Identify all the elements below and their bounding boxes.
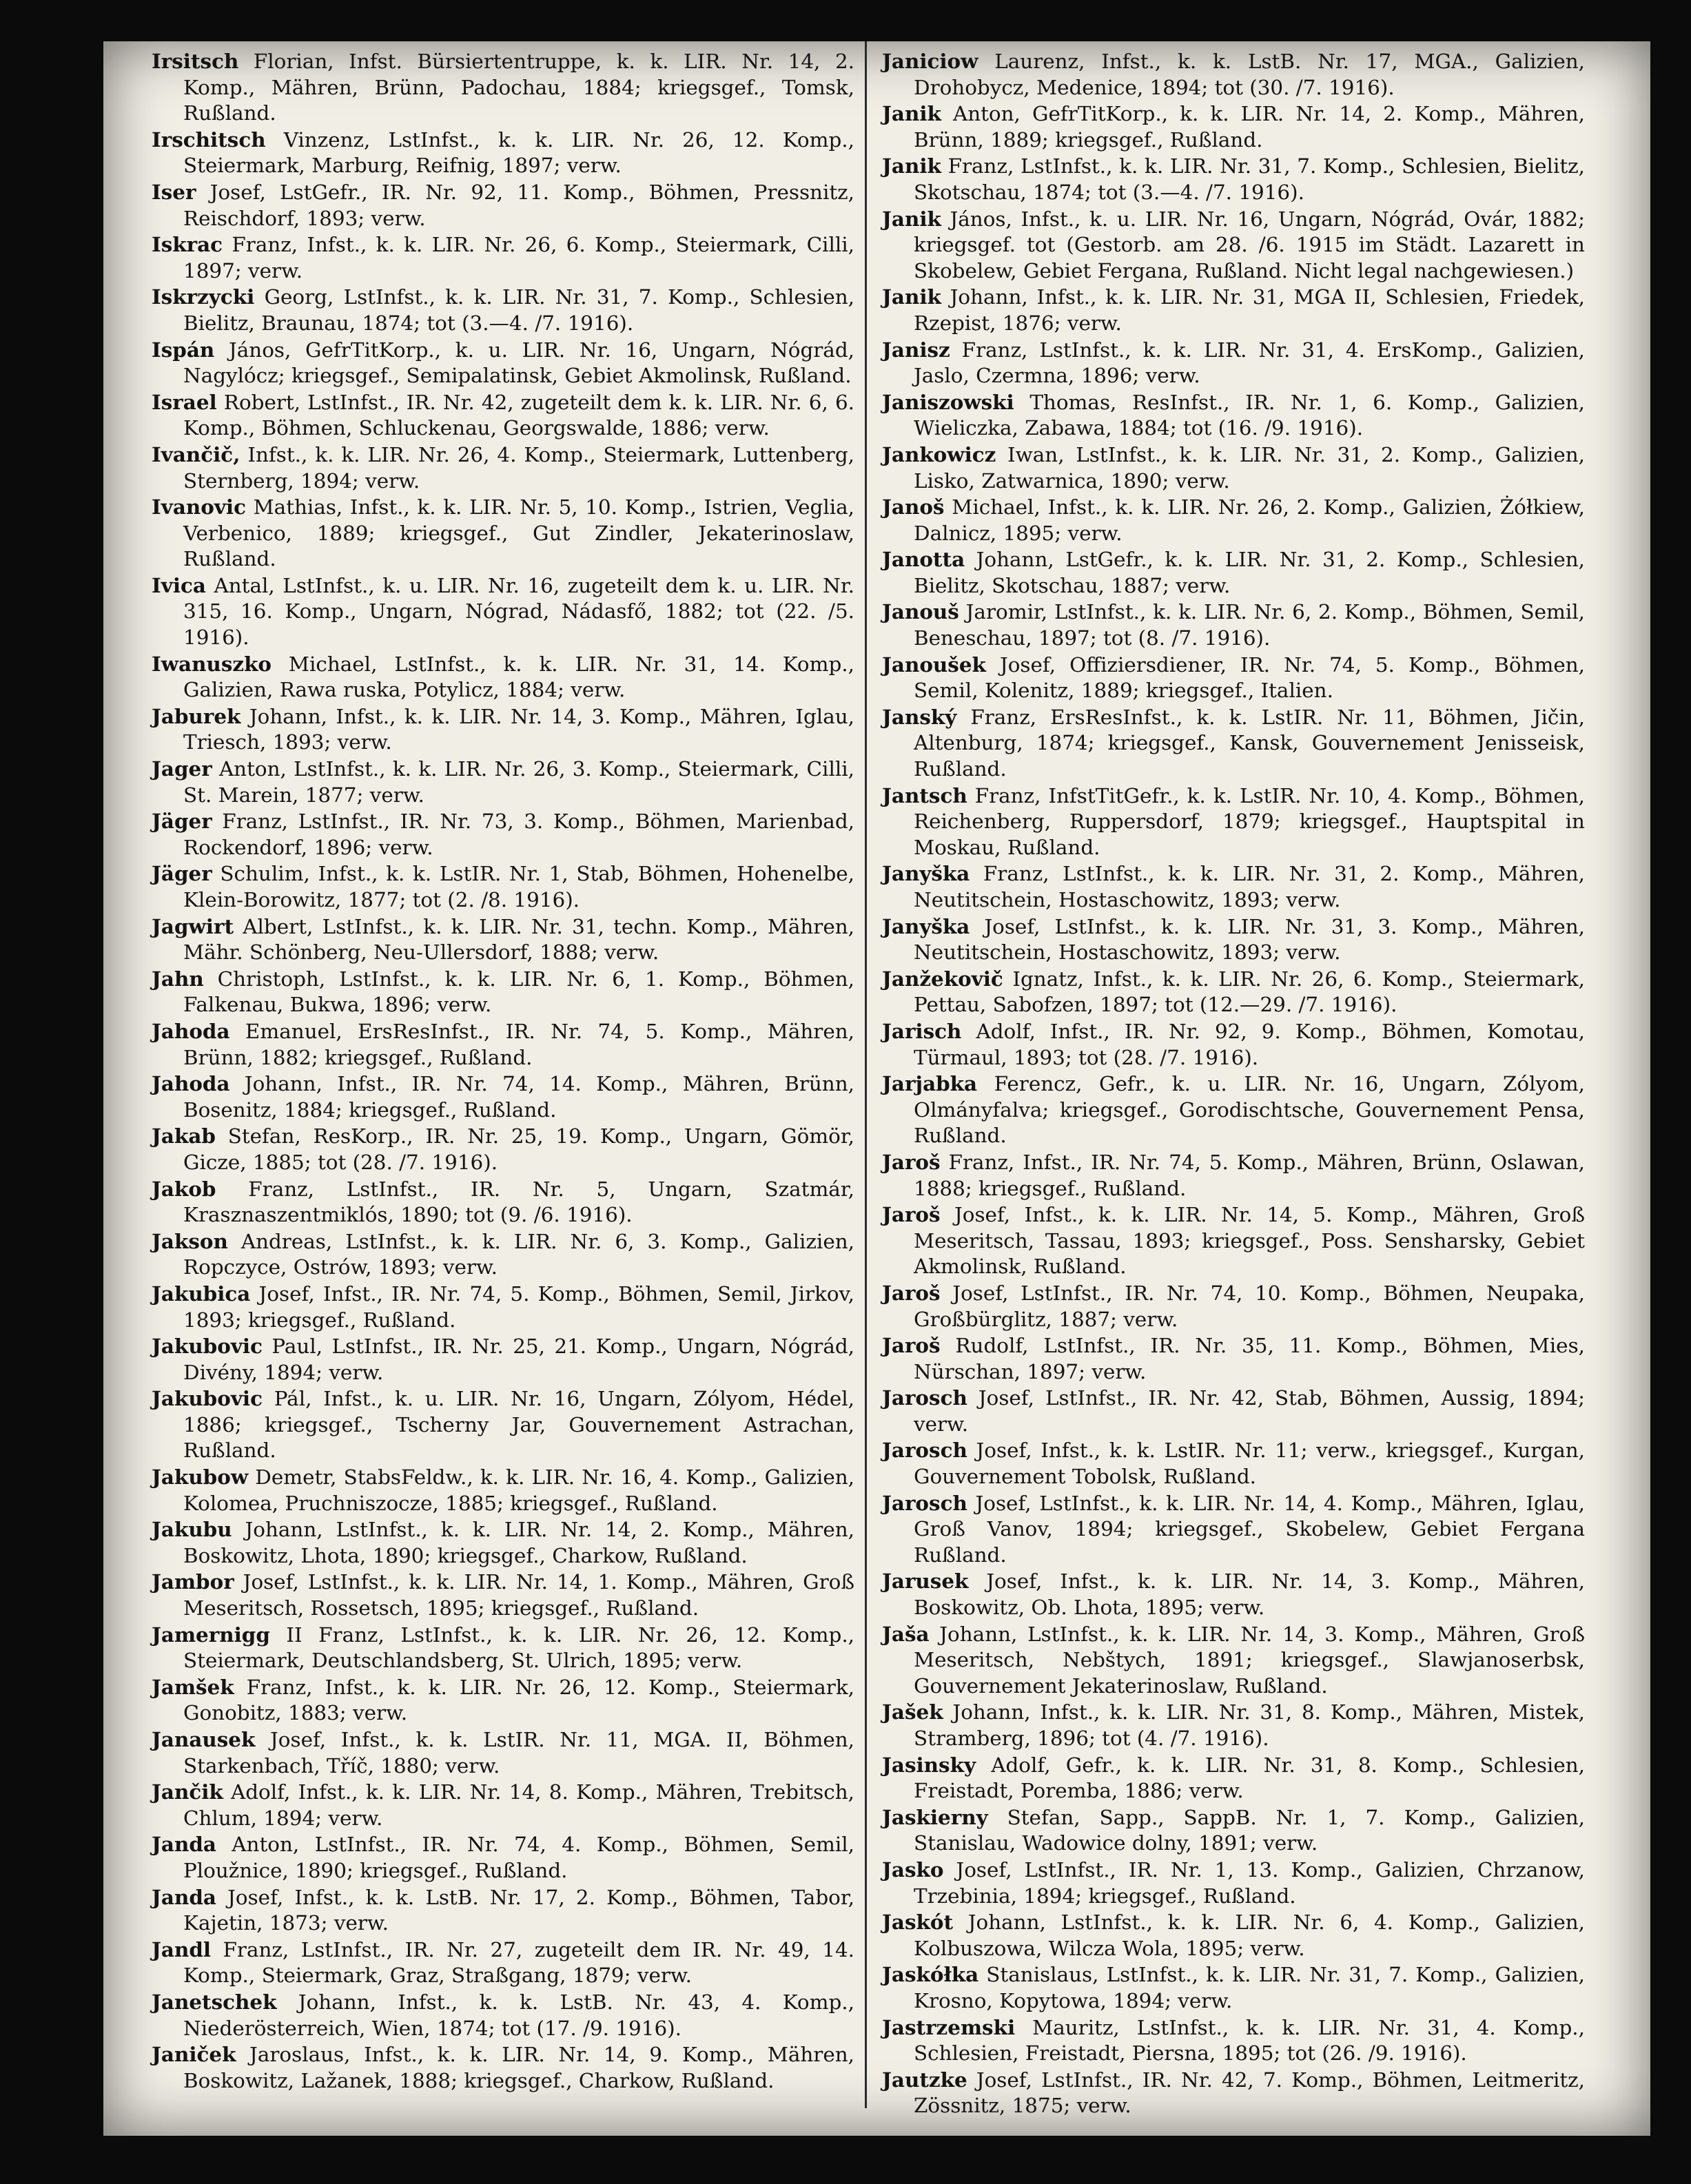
casualty-entry [152,1674,854,1727]
entry-details: Jaroslaus, Infst., k. k. LIR. Nr. 14, 9. Komp., Mähren, Boskowitz, Lažanek, 1888; kriegsgef., Charkow, Rußland. [183,2043,854,2092]
casualty-entry [882,2067,1585,2119]
entry-surname: Jakubica [152,1281,251,1306]
casualty-entry [152,1281,854,1333]
entry-surname: Jaburek [152,703,241,728]
casualty-entry [882,442,1585,494]
entry-surname: Janiszowski [882,389,1014,414]
casualty-entry [152,1569,854,1621]
entry-surname: Irsitsch [152,49,239,73]
casualty-entry [152,966,854,1018]
entry-surname: Jarusek [882,1569,969,1594]
casualty-entry [152,1333,854,1385]
entry-surname: Janausek [152,1727,256,1751]
entry-surname: Jarosch [882,1385,967,1410]
entry-details: Josef, LstInfst., k. k. LIR. Nr. 31, 3. Komp., Mähren, Neutitschein, Hostaschowitz, 1893; verw. [914,914,1585,965]
entry-details: Christoph, LstInfst., k. k. LIR. Nr. 6, 1. Komp., Böhmen, Falkenau, Bukwa, 1896; verw. [183,967,854,1017]
casualty-entry [882,1699,1585,1751]
entry-surname: Janoušek [882,652,986,677]
entry-details: Emanuel, ErsResInfst., IR. Nr. 74, 5. Komp., Mähren, Brünn, 1882; kriegsgef., Rußland. [183,1019,854,1069]
entry-details: Jaromir, LstInfst., k. k. LIR. Nr. 6, 2. Komp., Böhmen, Semil, Beneschau, 1897; tot (8. /7. 1916). [914,600,1585,650]
entry-details: Josef, Infst., k. k. LstIR. Nr. 11, MGA. II, Böhmen, Starkenbach, Tříč, 1880; verw. [183,1728,854,1778]
entry-details: Josef, LstInfst., k. k. LIR. Nr. 14, 1. Komp., Mähren, Groß Meseritsch, Rossetsch, 1895; kriegsgef., Rußland. [183,1570,854,1620]
entry-details: Andreas, LstInfst., k. k. LIR. Nr. 6, 3. Komp., Galizien, Ropczyce, Ostrów, 1893; verw. [183,1229,854,1279]
casualty-entry [882,783,1585,861]
entry-details: Franz, LstInfst., k. k. LIR. Nr. 31, 7. Komp., Schlesien, Bielitz, Skotschau, 1874; tot (3.—4. /7. 1916). [914,154,1585,204]
casualty-entry [152,573,854,651]
entry-surname: Janda [152,1832,216,1857]
entry-surname: Jarjabka [882,1071,978,1096]
casualty-entry [882,1857,1585,1909]
casualty-entry [882,1149,1585,1202]
entry-surname: Jaša [882,1621,930,1646]
entry-surname: Jašek [882,1700,943,1724]
entry-details: Robert, LstInfst., IR. Nr. 42, zugeteilt dem k. k. LIR. Nr. 6, 6. Komp., Böhmen, Schluckenau, Georgswalde, 1886; verw. [183,390,854,440]
entry-surname: Jakubow [152,1465,249,1490]
casualty-entry [152,1123,854,1175]
casualty-entry [152,914,854,966]
casualty-entry [152,651,854,703]
entry-details: Albert, LstInfst., k. k. LIR. Nr. 31, techn. Komp., Mähren, Mähr. Schönberg, Neu-Ullersdorf, 1888; verw. [183,914,854,965]
entry-surname: Jaskółka [882,1962,979,1987]
entry-surname: Jakubovic [152,1386,263,1411]
entry-details: Pál, Infst., k. u. LIR. Nr. 16, Ungarn, Zólyom, Hédel, 1886; kriegsgef., Tscherny Jar, Gouvernement Astrachan, Rußland. [183,1387,854,1463]
entry-surname: Janisz [882,337,950,362]
entry-details: Adolf, Infst., IR. Nr. 92, 9. Komp., Böhmen, Komotau, Türmaul, 1893; tot (28. /7. 1916). [914,1019,1585,1069]
entry-surname: Jakob [152,1176,216,1201]
entry-surname: Jagwirt [152,914,234,938]
entry-surname: Iwanuszko [152,651,272,676]
entry-surname: Janda [152,1884,216,1909]
casualty-entry [882,1490,1585,1569]
casualty-entry [152,1516,854,1569]
casualty-entry [882,1961,1585,2014]
casualty-entry [882,1332,1585,1385]
casualty-entry [882,48,1585,101]
entry-surname: Janyška [882,861,970,886]
entry-surname: Jäger [152,861,212,886]
entry-details: Stefan, ResKorp., IR. Nr. 25, 19. Komp., Ungarn, Gömör, Gicze, 1885; tot (28. /7. 1916). [183,1124,854,1174]
entry-surname: Jamernigg [152,1622,270,1647]
entry-details: Franz, Infst., IR. Nr. 74, 5. Komp., Mähren, Brünn, Oslawan, 1888; kriegsgef., Rußland. [914,1150,1585,1200]
casualty-entry [882,1071,1585,1149]
casualty-entry [882,1280,1585,1332]
casualty-entry [152,389,854,442]
entry-surname: Jakab [152,1124,216,1148]
casualty-entry [152,2041,854,2094]
entry-surname: Janouš [882,599,959,624]
entry-surname: Irschitsch [152,127,266,152]
casualty-entry [882,1909,1585,1961]
entry-details: Demetr, StabsFeldw., k. k. LIR. Nr. 16, 4. Komp., Galizien, Kolomea, Pruchniszocze, 1885; kriegsgef., Rußland. [183,1465,854,1515]
casualty-entry [882,2015,1585,2067]
entry-details: Schulim, Infst., k. k. LstIR. Nr. 1, Stab, Böhmen, Hohenelbe, Klein-Borowitz, 1877; tot (2. /8. 1916). [183,862,854,911]
entry-surname: Jaroš [882,1149,941,1174]
entry-details: János, Infst., k. u. LIR. Nr. 16, Ungarn, Nógrád, Ovár, 1882; kriegsgef. tot (Gestorb. am 28. /6. 1915 im Städt. Lazarett in Skobelew, Gebiet Fergana, Rußland. Nicht legal nachgewiesen.) [914,207,1585,282]
entry-surname: Iskrac [152,232,223,257]
entry-surname: Jamšek [152,1674,234,1699]
entry-details: Josef, LstInfst., IR. Nr. 74, 10. Komp., Böhmen, Neupaka, Großbürglitz, 1887; verw. [914,1281,1585,1331]
entry-surname: Jaroš [882,1202,941,1227]
casualty-entry [152,1989,854,2041]
entry-details: Josef, Offiziersdiener, IR. Nr. 74, 5. Komp., Böhmen, Semil, Kolenitz, 1889; kriegsgef., Italien. [914,652,1585,703]
casualty-entry [882,153,1585,205]
entry-details: Florian, Infst. Bürsiertentruppe, k. k. LIR. Nr. 14, 2. Komp., Mähren, Brünn, Padochau, 1884; kriegsgef., Tomsk, Rußland. [183,50,854,125]
entry-details: Franz, LstInfst., k. k. LIR. Nr. 31, 2. Komp., Mähren, Neutitschein, Hostaschowitz, 1893; verw. [914,862,1585,911]
casualty-entry [882,652,1585,704]
entry-details: Josef, LstInfst., IR. Nr. 42, Stab, Böhmen, Aussig, 1894; verw. [914,1386,1585,1436]
entry-details: Josef, Infst., k. k. LIR. Nr. 14, 5. Komp., Mähren, Groß Meseritsch, Tassau, 1893; kriegsgef., Poss. Sensharsky, Gebiet Akmolinsk, Rußland. [914,1203,1585,1279]
casualty-entry [882,284,1585,336]
entry-details: Ignatz, Infst., k. k. LIR. Nr. 26, 6. Komp., Steiermark, Pettau, Sabofzen, 1897; tot (12.—29. /7. 1916). [914,967,1585,1017]
entry-details: Laurenz, Infst., k. k. LstB. Nr. 17, MGA., Galizien, Drohobycz, Medenice, 1894; tot (30. /7. 1916). [914,50,1585,99]
casualty-entry [882,494,1585,546]
casualty-entry [152,1071,854,1123]
casualty-entry [882,206,1585,285]
entry-surname: Jandl [152,1937,212,1961]
entry-details: Mathias, Infst., k. k. LIR. Nr. 5, 10. Komp., Istrien, Veglia, Verbenico, 1889; kriegsgef., Gut Zindler, Jekaterinoslaw, Rußland. [183,495,854,571]
entry-details: Anton, LstInfst., k. k. LIR. Nr. 26, 3. Komp., Steiermark, Cilli, St. Marein, 1877; verw. [183,757,854,807]
entry-surname: Jager [152,756,212,781]
casualty-entry [152,861,854,913]
entry-surname: Janyška [882,914,970,938]
entry-details: Johann, Infst., IR. Nr. 74, 14. Komp., Mähren, Brünn, Bosenitz, 1884; kriegsgef., Rußland. [183,1072,854,1122]
entry-surname: Jarosch [882,1490,967,1515]
entry-surname: Jarisch [882,1018,962,1043]
entry-details: Johann, LstInfst., k. k. LIR. Nr. 6, 4. Komp., Galizien, Kolbuszowa, Wilcza Wola, 1895; verw. [914,1910,1585,1960]
entry-details: Adolf, Infst., k. k. LIR. Nr. 14, 8. Komp., Mähren, Trebitsch, Chlum, 1894; verw. [183,1780,854,1830]
entry-surname: Ivica [152,573,206,597]
entry-details: Johann, LstInfst., k. k. LIR. Nr. 14, 2. Komp., Mähren, Boskowitz, Lhota, 1890; kriegsgef., Charkow, Rußland. [183,1518,854,1567]
casualty-entry [152,1018,854,1071]
entry-surname: Jahoda [152,1018,230,1043]
entry-surname: Janotta [882,547,965,572]
entry-details: Michael, LstInfst., k. k. LIR. Nr. 31, 14. Komp., Galizien, Rawa ruska, Potylicz, 1884; verw. [183,652,854,702]
casualty-entry [152,1937,854,1989]
entry-surname: Jahn [152,966,204,991]
entry-surname: Jarosch [882,1438,967,1463]
casualty-entry [882,1385,1585,1437]
entry-details: Franz, LstInfst., k. k. LIR. Nr. 31, 4. ErsKomp., Galizien, Jaslo, Czermna, 1896; verw. [914,338,1585,388]
entry-details: Michael, Infst., k. k. LIR. Nr. 26, 2. Komp., Galizien, Żółkiew, Dalnicz, 1895; verw. [914,495,1585,545]
entry-details: Franz, Infst., k. k. LIR. Nr. 26, 12. Komp., Steiermark, Gonobitz, 1883; verw. [183,1675,854,1725]
casualty-entry [152,179,854,231]
entry-details: Franz, Infst., k. k. LIR. Nr. 26, 6. Komp., Steiermark, Cilli, 1897; verw. [183,233,854,282]
casualty-entry [152,808,854,861]
right-column [882,48,1585,2119]
entry-surname: Janiciow [882,49,978,73]
entry-details: Josef, Infst., IR. Nr. 74, 5. Komp., Böhmen, Semil, Jirkov, 1893; kriegsgef., Rußland. [183,1281,854,1332]
entry-details: Vinzenz, LstInfst., k. k. LIR. Nr. 26, 12. Komp., Steiermark, Marburg, Reifnig, 1897; verw. [183,127,854,178]
casualty-entry [152,1884,854,1937]
casualty-entry [882,914,1585,966]
left-column [152,48,854,2094]
entry-details: Johann, Infst., k. k. LIR. Nr. 14, 3. Komp., Mähren, Iglau, Triesch, 1893; verw. [183,704,854,754]
entry-surname: Jančik [152,1780,223,1804]
entry-details: Josef, LstInfst., IR. Nr. 1, 13. Komp., Galizien, Chrzanow, Trzebinia, 1894; kriegsgef., Rußland. [914,1857,1585,1908]
entry-details: Anton, GefrTitKorp., k. k. LIR. Nr. 14, 2. Komp., Mähren, Brünn, 1889; kriegsgef., Rußland. [914,102,1585,152]
entry-surname: Israel [152,389,217,414]
entry-details: Franz, InfstTitGefr., k. k. LstIR. Nr. 10, 4. Komp., Böhmen, Reichenberg, Ruppersdorf, 1879; kriegsgef., Hauptspital in Moskau, Rußland. [914,783,1585,859]
entry-details: Franz, ErsResInfst., k. k. LstIR. Nr. 11, Böhmen, Jičin, Altenburg, 1874; kriegsgef., Kansk, Gouvernement Jenisseisk, Rußland. [914,705,1585,781]
entry-details: Franz, LstInfst., IR. Nr. 5, Ungarn, Szatmár, Krasznaszentmiklós, 1890; tot (9. /6. 1916). [183,1177,854,1227]
casualty-entry [152,1831,854,1884]
entry-details: Johann, Infst., k. k. LIR. Nr. 31, 8. Komp., Mähren, Mistek, Stramberg, 1896; tot (4. /7. 1916). [914,1700,1585,1750]
casualty-entry [882,1752,1585,1804]
casualty-entry [152,1779,854,1831]
entry-surname: Jakubu [152,1517,232,1542]
entry-surname: Jahoda [152,1071,230,1096]
casualty-entry [152,1464,854,1516]
entry-details: Mauritz, LstInfst., k. k. LIR. Nr. 31, 4. Komp., Schlesien, Freistadt, Piersna, 1895; tot (26. /9. 1916). [914,2015,1585,2065]
entry-surname: Jankowicz [882,442,996,466]
casualty-entry [882,1437,1585,1490]
casualty-entry [882,599,1585,651]
entry-details: Franz, LstInfst., IR. Nr. 73, 3. Komp., Böhmen, Marienbad, Rockendorf, 1896; verw. [183,810,854,859]
casualty-entry [152,1228,854,1281]
entry-surname: Jaskierny [882,1804,988,1829]
casualty-entry [882,861,1585,913]
casualty-entry [152,494,854,573]
entry-details: Adolf, Gefr., k. k. LIR. Nr. 31, 8. Komp., Schlesien, Freistadt, Poremba, 1886; verw. [914,1753,1585,1803]
casualty-entry [882,1568,1585,1620]
casualty-entry [152,703,854,756]
entry-details: Josef, LstInfst., k. k. LIR. Nr. 14, 4. Komp., Mähren, Iglau, Groß Vanov, 1894; kriegsgef., Skobelew, Gebiet Fergana Rußland. [914,1491,1585,1567]
entry-surname: Janik [882,206,941,231]
entry-surname: Janský [882,704,957,729]
casualty-entry [152,284,854,336]
entry-details: Paul, LstInfst., IR. Nr. 25, 21. Komp., Ungarn, Nógrád, Divény, 1894; verw. [183,1335,854,1384]
entry-surname: Jasko [882,1857,944,1882]
casualty-entry [882,101,1585,153]
entry-details: Stefan, Sapp., SappB. Nr. 1, 7. Komp., Galizien, Stanislau, Wadowice dolny, 1891; verw. [914,1805,1585,1855]
entry-surname: Jakson [152,1228,228,1253]
casualty-entry [152,1622,854,1674]
entry-surname: Janik [882,285,941,309]
entry-surname: Jäger [152,809,212,834]
entry-details: Josef, Infst., k. k. LIR. Nr. 14, 3. Komp., Mähren, Boskowitz, Ob. Lhota, 1895; verw. [914,1569,1585,1620]
casualty-entry [882,337,1585,389]
entry-surname: Janik [882,154,941,178]
entry-details: Thomas, ResInfst., IR. Nr. 1, 6. Komp., Galizien, Wieliczka, Zabawa, 1884; tot (16. /9. 1916). [914,390,1585,440]
entry-details: Antal, LstInfst., k. u. LIR. Nr. 16, zugeteilt dem k. u. LIR. Nr. 315, 16. Komp., Ungarn, Nógrad, Nádasfő, 1882; tot (22. /5. 1916). [183,573,854,650]
entry-details: Infst., k. k. LIR. Nr. 26, 4. Komp., Steiermark, Luttenberg, Sternberg, 1894; verw. [183,442,854,493]
entry-details: Josef, LstInfst., IR. Nr. 42, 7. Komp., Böhmen, Leitmeritz, Zössnitz, 1875; verw. [914,2068,1585,2118]
entry-details: Josef, Infst., k. k. LstIR. Nr. 11; verw., kriegsgef., Kurgan, Gouvernement Tobolsk, Rußland. [914,1439,1585,1489]
entry-surname: Janetschek [152,1989,277,2014]
entry-surname: Jaroš [882,1280,941,1305]
casualty-entry [152,1385,854,1464]
entry-surname: Jambor [152,1569,234,1594]
casualty-entry [882,1804,1585,1857]
entry-surname: Ivanovic [152,495,246,519]
entry-surname: Jaskót [882,1910,954,1935]
entry-details: Josef, Infst., k. k. LstB. Nr. 17, 2. Komp., Böhmen, Tabor, Kajetin, 1873; verw. [183,1885,854,1935]
casualty-entry [152,127,854,179]
casualty-entry [152,756,854,808]
entry-details: Stanislaus, LstInfst., k. k. LIR. Nr. 31, 7. Komp., Galizien, Krosno, Kopytowa, 1894; verw. [914,1963,1585,2012]
entry-surname: Jastrzemski [882,2015,1016,2039]
entry-details: Johann, Infst., k. k. LIR. Nr. 31, MGA II, Schlesien, Friedek, Rzepist, 1876; verw. [914,285,1585,335]
entry-details: Rudolf, LstInfst., IR. Nr. 35, 11. Komp., Böhmen, Mies, Nürschan, 1897; verw. [914,1334,1585,1383]
casualty-entry [152,231,854,284]
entry-surname: Jaroš [882,1333,941,1358]
entry-details: Johann, LstInfst., k. k. LIR. Nr. 14, 3. Komp., Mähren, Groß Meseritsch, Nebštych, 1891; kriegsgef., Slawjanoserbsk, Gouvernement Jekaterinoslaw, Rußland. [914,1622,1585,1698]
entry-details: János, GefrTitKorp., k. u. LIR. Nr. 16, Ungarn, Nógrád, Nagylócz; kriegsgef., Semipalatinsk, Gebiet Akmolinsk, Rußland. [183,338,854,388]
casualty-entry [152,48,854,127]
entry-details: Anton, LstInfst., IR. Nr. 74, 4. Komp., Böhmen, Semil, Ploužnice, 1890; kriegsgef., Rußland. [183,1833,854,1882]
entry-surname: Janžekovič [882,966,1003,991]
casualty-entry [152,442,854,494]
casualty-entry [882,966,1585,1018]
casualty-entry [882,1202,1585,1280]
entry-details: II Franz, LstInfst., k. k. LIR. Nr. 26, 12. Komp., Steiermark, Deutschlandsberg, St. Ulrich, 1895; verw. [183,1622,854,1673]
column-divider [865,41,867,2108]
entry-surname: Jantsch [882,783,967,807]
entry-surname: Ispán [152,337,215,362]
entry-surname: Janik [882,101,941,126]
casualty-entry [882,1621,1585,1700]
entry-surname: Ivančič, [152,442,240,466]
entry-surname: Iser [152,179,196,204]
entry-details: Ferencz, Gefr., k. u. LIR. Nr. 16, Ungarn, Zólyom, Olmányfalva; kriegsgef., Gorodischtsche, Gouvernement Pensa, Rußland. [914,1072,1585,1148]
entry-details: Georg, LstInfst., k. k. LIR. Nr. 31, 7. Komp., Schlesien, Bielitz, Braunau, 1874; tot (3.—4. /7. 1916). [183,285,854,335]
entry-surname: Janiček [152,2042,236,2067]
entry-details: Franz, LstInfst., IR. Nr. 27, zugeteilt dem IR. Nr. 49, 14. Komp., Steiermark, Graz, Straßgang, 1879; verw. [183,1937,854,1988]
casualty-entry [152,1727,854,1779]
entry-surname: Iskrzycki [152,285,255,309]
casualty-entry [882,704,1585,783]
entry-details: Johann, Infst., k. k. LstB. Nr. 43, 4. Komp., Niederösterreich, Wien, 1874; tot (17. /9. 1916). [183,1990,854,2040]
entry-details: Iwan, LstInfst., k. k. LIR. Nr. 31, 2. Komp., Galizien, Lisko, Zatwarnica, 1890; verw. [914,442,1585,493]
casualty-entry [882,1018,1585,1071]
entry-details: Johann, LstGefr., k. k. LIR. Nr. 31, 2. Komp., Schlesien, Bielitz, Skotschau, 1887; verw. [914,548,1585,597]
entry-surname: Jakubovic [152,1334,263,1359]
casualty-entry [882,546,1585,599]
casualty-entry [152,337,854,389]
entry-surname: Jasinsky [882,1752,976,1777]
entry-surname: Janoš [882,495,945,519]
entry-details: Josef, LstGefr., IR. Nr. 92, 11. Komp., Böhmen, Pressnitz, Reischdorf, 1893; verw. [183,180,854,230]
casualty-entry [152,1176,854,1228]
entry-surname: Jautzke [882,2067,967,2092]
document-page [103,41,1650,2136]
casualty-entry [882,389,1585,442]
